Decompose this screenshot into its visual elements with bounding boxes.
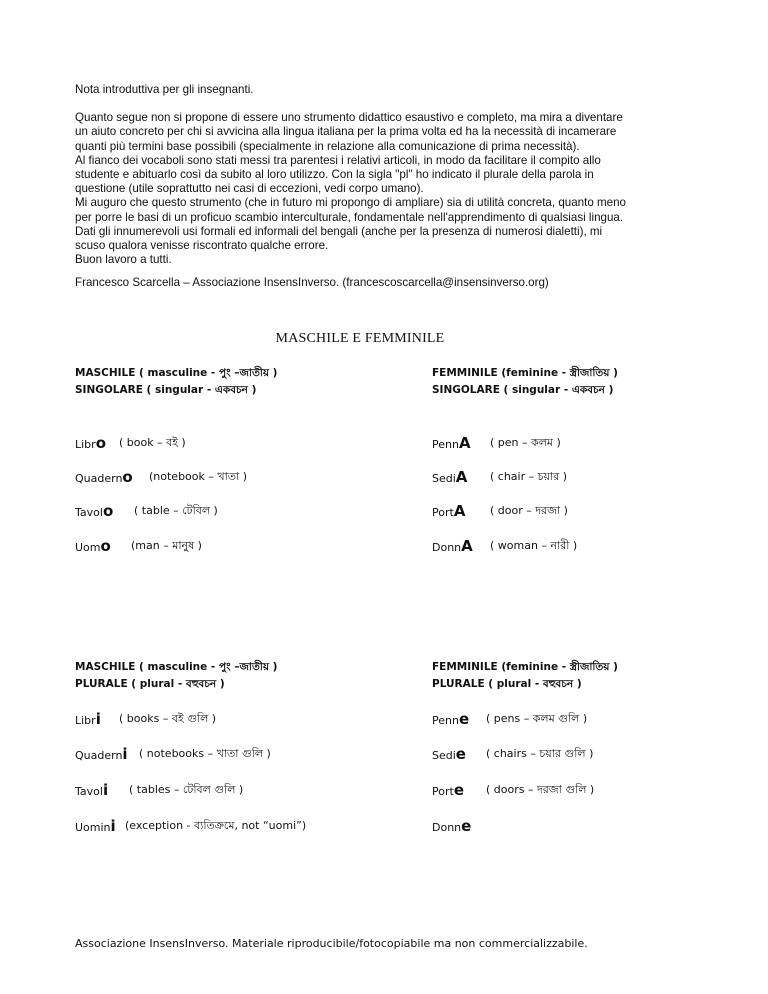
vocab-word: Sedie — [432, 745, 466, 763]
vocab-word: PennA — [432, 434, 471, 452]
vocab-gloss: ( books – বই গুলি ) — [119, 712, 217, 725]
vocab-word: PortA — [432, 502, 466, 520]
vocab-word: SediA — [432, 468, 468, 486]
intro-line: studente e abituarlo così da subito al loro utilizzo. Con la sigla "pl" ho indicato il plurale della parola in — [75, 168, 594, 182]
header-line: FEMMINILE (feminine - স্ত্রীজাতিয় ) — [432, 367, 618, 379]
vocab-word: Porte — [432, 781, 464, 799]
vocab-gloss: ( chairs – চয়ার গুলি ) — [486, 747, 594, 760]
intro-line: Quanto segue non si propone di essere uno strumento didattico esaustivo e completo, ma mira a diventare — [75, 111, 623, 125]
intro-note — [75, 83, 715, 267]
fem-singular-header — [432, 365, 618, 399]
vocab-gloss: ( tables – টেবিল গুলি ) — [129, 783, 244, 796]
vocab-word: Uomini — [75, 817, 116, 835]
vocab-word: Libri — [75, 710, 101, 728]
fem-plural-header — [432, 659, 618, 693]
vocab-word: Tavolo — [75, 502, 114, 520]
header-line: SINGOLARE ( singular - একবচন ) — [432, 384, 614, 396]
intro-line: Al fianco dei vocaboli sono stati messi tra parentesi i relativi articoli, in modo da facilitare il compito allo — [75, 153, 601, 167]
header-line: FEMMINILE (feminine - স্ত্রীজাতিয় ) — [432, 661, 618, 673]
vocab-word: Penne — [432, 710, 470, 728]
footer-note: Associazione InsensInverso. Materiale riproducibile/fotocopiabile ma non commercializzabile. — [75, 937, 588, 950]
signature: Francesco Scarcella – Associazione InsensInverso. (francescoscarcella@insensinverso.org) — [75, 276, 549, 289]
vocab-gloss: (exception - ব্যতিক্রমে, not “uomi”) — [125, 819, 307, 832]
vocab-gloss: ( door – দরজা ) — [490, 504, 568, 517]
vocab-word: DonnA — [432, 537, 473, 555]
vocab-gloss: ( book – বই ) — [119, 436, 186, 449]
masc-singular-header — [75, 365, 277, 399]
vocab-gloss: ( table – টেবিল ) — [134, 504, 218, 517]
intro-line: Mi auguro che questo strumento (che in futuro mi propongo di ampliare) sia di utilità concreta, quanto meno — [75, 196, 627, 210]
vocab-word: Libro — [75, 434, 107, 452]
vocab-gloss: (man – মানুষ ) — [131, 539, 202, 552]
intro-line: Buon lavoro a tutti. — [75, 253, 172, 267]
vocab-gloss: ( doors – দরজা গুলি ) — [486, 783, 595, 796]
header-line: SINGOLARE ( singular - একবচন ) — [75, 384, 257, 396]
intro-line: quanti più termini base possibili (specialmente in relazione alla comunicazione di prima necessità). — [75, 139, 580, 153]
masc-plural-header — [75, 659, 277, 693]
vocab-gloss: ( woman – নারী ) — [490, 539, 578, 552]
vocab-gloss: ( pen – কলম ) — [490, 436, 561, 449]
intro-line: per porre le basi di un proficuo scambio interculturale, fondamentale nell'apprendimento di qualsiasi lingua. — [75, 210, 624, 224]
vocab-gloss: ( pens – কলম গুলি ) — [486, 712, 588, 725]
vocab-word: Tavoli — [75, 781, 109, 799]
intro-line: scuso qualora venisse riscontrato qualche errore. — [75, 239, 329, 253]
header-line: MASCHILE ( masculine - পুং –জাতীয় ) — [75, 367, 278, 379]
vocab-gloss: (notebook – খাতা ) — [149, 470, 248, 483]
intro-heading: Nota introduttiva per gli insegnanti. — [75, 83, 254, 96]
intro-line: Dati gli innumerevoli usi formali ed informali del bengali (anche per la presenza di numerosi dialetti), mi — [75, 224, 603, 238]
header-line: PLURALE ( plural - বহুবচন ) — [75, 678, 225, 690]
intro-line: un aiuto concreto per chi si avvicina alla lingua italiana per la prima volta ed ha la necessità di incamerare — [75, 125, 617, 139]
section-title: MASCHILE E FEMMINILE — [275, 331, 445, 346]
header-line: PLURALE ( plural - বহুবচন ) — [432, 678, 582, 690]
vocab-word: Quaderni — [75, 745, 128, 763]
vocab-gloss: ( chair – চয়ার ) — [490, 470, 568, 483]
vocab-gloss: ( notebooks – খাতা গুলি ) — [139, 747, 271, 760]
vocab-word: Quaderno — [75, 468, 133, 486]
header-line: MASCHILE ( masculine - পুং –জাতীয় ) — [75, 661, 278, 673]
vocab-word: Uomo — [75, 537, 111, 555]
intro-line: questione (utile soprattutto nei casi di eccezioni, vedi corpo umano). — [75, 182, 424, 196]
vocab-word: Donne — [432, 817, 472, 835]
